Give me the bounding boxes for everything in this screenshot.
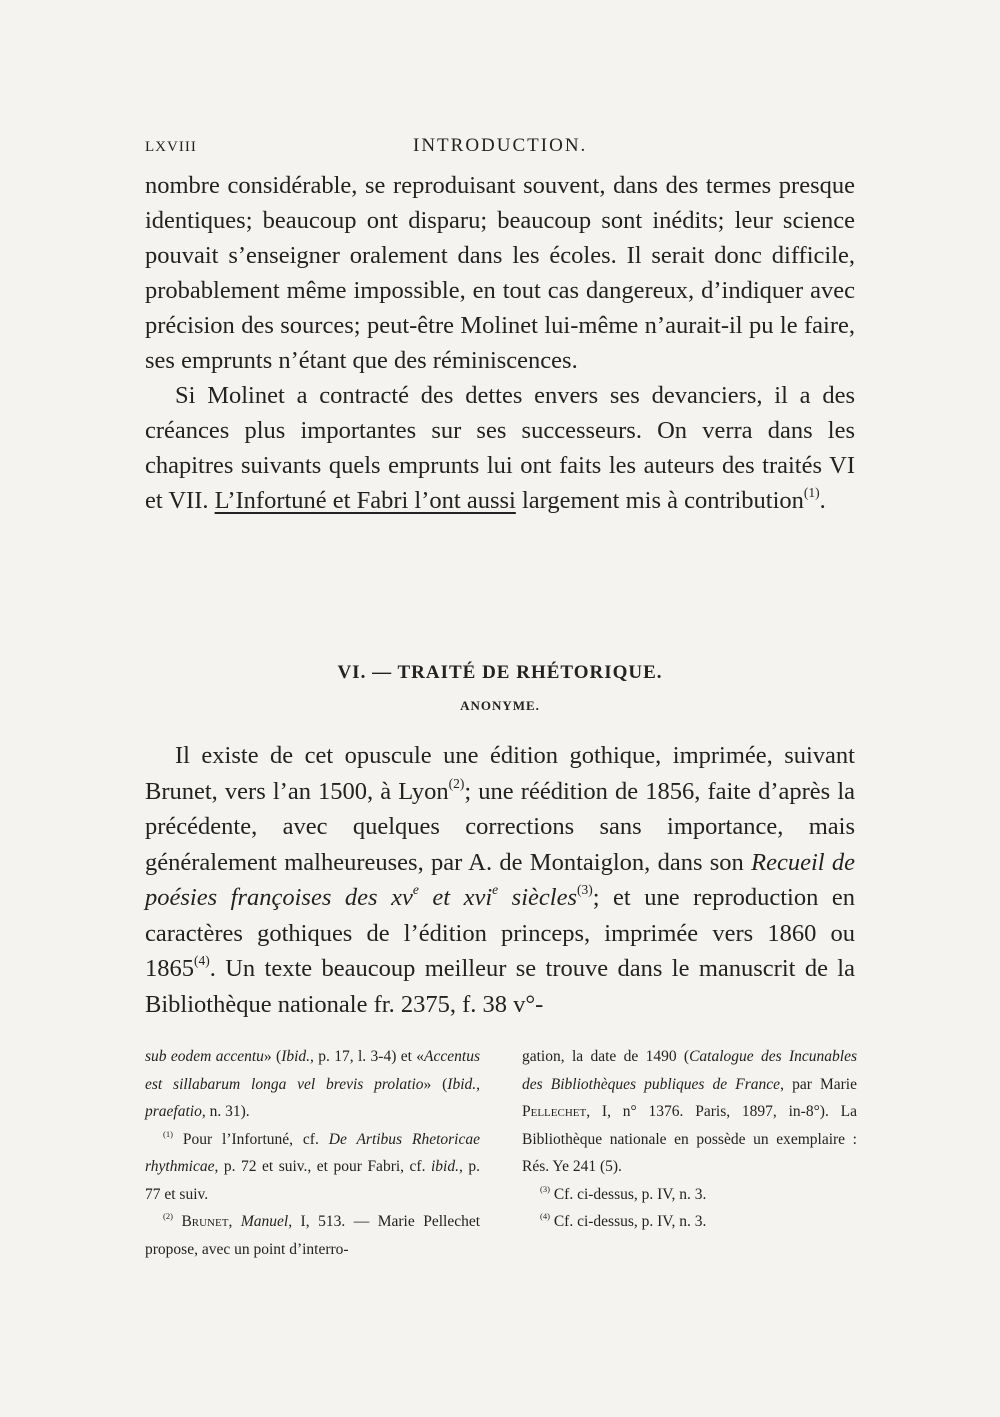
footnote-text: » ( <box>423 1075 448 1093</box>
footnote-text: , p. 77 et suiv. <box>145 1158 481 1203</box>
paragraph-molinet-debts <box>145 378 855 518</box>
body-text-upper <box>145 168 855 518</box>
footnote-text: Cf. ci-dessus, p. IV, n. 3. <box>549 1213 707 1230</box>
footnote-1 <box>145 1126 480 1209</box>
footnote-marker: (3) <box>540 1183 550 1194</box>
citation: Ibid. <box>281 1048 311 1065</box>
body-text-lower <box>145 738 855 1022</box>
title-text: Recueil de poésies françoises des <box>145 848 856 911</box>
footnote-ref-3: (3) <box>576 882 593 898</box>
citation: Manuel <box>240 1213 289 1230</box>
latin-quote: sub eodem accentu <box>145 1048 264 1065</box>
paragraph-continuation: nombre considérable, se reproduisant souvent, dans des termes presque identiques; beaucoup ont disparu; beaucoup sont inédits; leur science pouvait s’enseigner oralement dans les écoles. Il serait donc difficile, probablement même impossible, en tout cas dangereux, d’indiquer avec précision des sources; peut-être Molinet lui-même n’aurait-il pu le faire, ses emprunts n’étant que des réminiscences. <box>145 172 855 374</box>
footnote-text: , I, n° 1376. Paris, 1897, in-8°). La Bibliothèque nationale en possède un exemplaire : Rés. Ye 241 (5). <box>522 1103 857 1175</box>
paragraph-text: ; une réédition de 1856, faite d’après la précédente, avec quelques corrections sans importance, mais généralement malheureuses, par A. de Montaiglon, dans son <box>145 777 855 876</box>
page-number: LXVIII <box>145 139 197 155</box>
paragraph-text: largement mis à contribution <box>515 487 804 514</box>
ordinal-e: e <box>492 882 499 898</box>
footnotes <box>145 1043 857 1258</box>
citation: De Artibus Rhetoricae rhythmicae <box>145 1130 480 1175</box>
footnote-marker: (4) <box>540 1211 550 1222</box>
author-name: Pellechet <box>522 1103 587 1120</box>
section-subheading: ANONYME. <box>460 698 540 713</box>
latin-quote: Accentus est sillabarum longa vel brevis prolatio <box>145 1048 480 1093</box>
footnote-ref-4: (4) <box>194 953 210 969</box>
footnote-4 <box>522 1208 857 1236</box>
footnote-marker: (1) <box>163 1128 173 1139</box>
ordinal-e: e <box>412 882 419 898</box>
footnote-2-continuation <box>522 1043 857 1181</box>
citation: ibid. <box>430 1158 459 1175</box>
paragraph-end: . <box>819 487 826 514</box>
footnote-text: Pour l’Infortuné, cf. <box>172 1130 329 1148</box>
footnote-text: , p. 17, l. 3-4) et « <box>310 1048 425 1065</box>
footnote-text: » ( <box>263 1048 282 1065</box>
footnote-3 <box>522 1181 857 1209</box>
author-name: Brunet <box>181 1213 229 1230</box>
footnote-text: Cf. ci-dessus, p. IV, n. 3. <box>549 1185 707 1203</box>
footnote-ref-1: (1) <box>803 485 820 501</box>
century-numeral: xvi <box>463 884 493 911</box>
footnote-text: , p. 72 et suiv., et pour Fabri, cf. <box>214 1158 431 1175</box>
century-numeral: xv <box>391 884 413 911</box>
paragraph-text: Si Molinet a contracté des dettes envers ses devanciers, il a des créances plus importantes sur ses successeurs. On verra dans les chapitres suivants quels emprunts lui ont faits les auteurs des traités VI et VII. <box>145 382 855 514</box>
underlined-phrase: L’Infortuné et Fabri l’ont aussi <box>214 487 516 514</box>
paragraph-text: Il existe de cet opuscule une édition gothique, imprimée, suivant Brunet, vers l’an 1500, à Lyon <box>145 742 855 805</box>
running-header <box>145 135 855 159</box>
footnote-2 <box>145 1208 480 1263</box>
section-heading: VI. — TRAITÉ DE RHÉTORIQUE. <box>337 662 663 683</box>
running-title: INTRODUCTION. <box>413 135 588 156</box>
footnote-ref-2: (2) <box>448 775 465 791</box>
footnote-text: , par Marie <box>780 1075 857 1093</box>
citation: Ibid., praefatio <box>145 1075 480 1120</box>
footnote-text: , n. 31). <box>201 1103 250 1120</box>
footnote-marker: (2) <box>163 1211 173 1222</box>
title-text: et <box>418 884 464 911</box>
footnote-text: , <box>228 1213 241 1230</box>
footnote-text: , I, 513. — Marie Pellechet propose, avec un point d’interro- <box>145 1213 481 1258</box>
citation: Catalogue des Incunables des Bibliothèques publiques de France <box>522 1048 857 1093</box>
title-text: siècles <box>498 884 577 911</box>
footnotes-right-column <box>522 1043 857 1236</box>
footnotes-left-column <box>145 1043 480 1263</box>
paragraph-editions <box>145 738 855 1022</box>
footnote-continuation <box>145 1043 480 1126</box>
paragraph-text: ; et une reproduction en caractères gothiques de l’édition princeps, imprimée vers 1860 ou 1865 <box>145 884 856 982</box>
paragraph-text: . Un texte beaucoup meilleur se trouve dans le manuscrit de la Bibliothèque nationale fr. 2375, f. 38 v°- <box>145 955 855 1018</box>
footnote-text: gation, la date de 1490 ( <box>522 1048 690 1065</box>
